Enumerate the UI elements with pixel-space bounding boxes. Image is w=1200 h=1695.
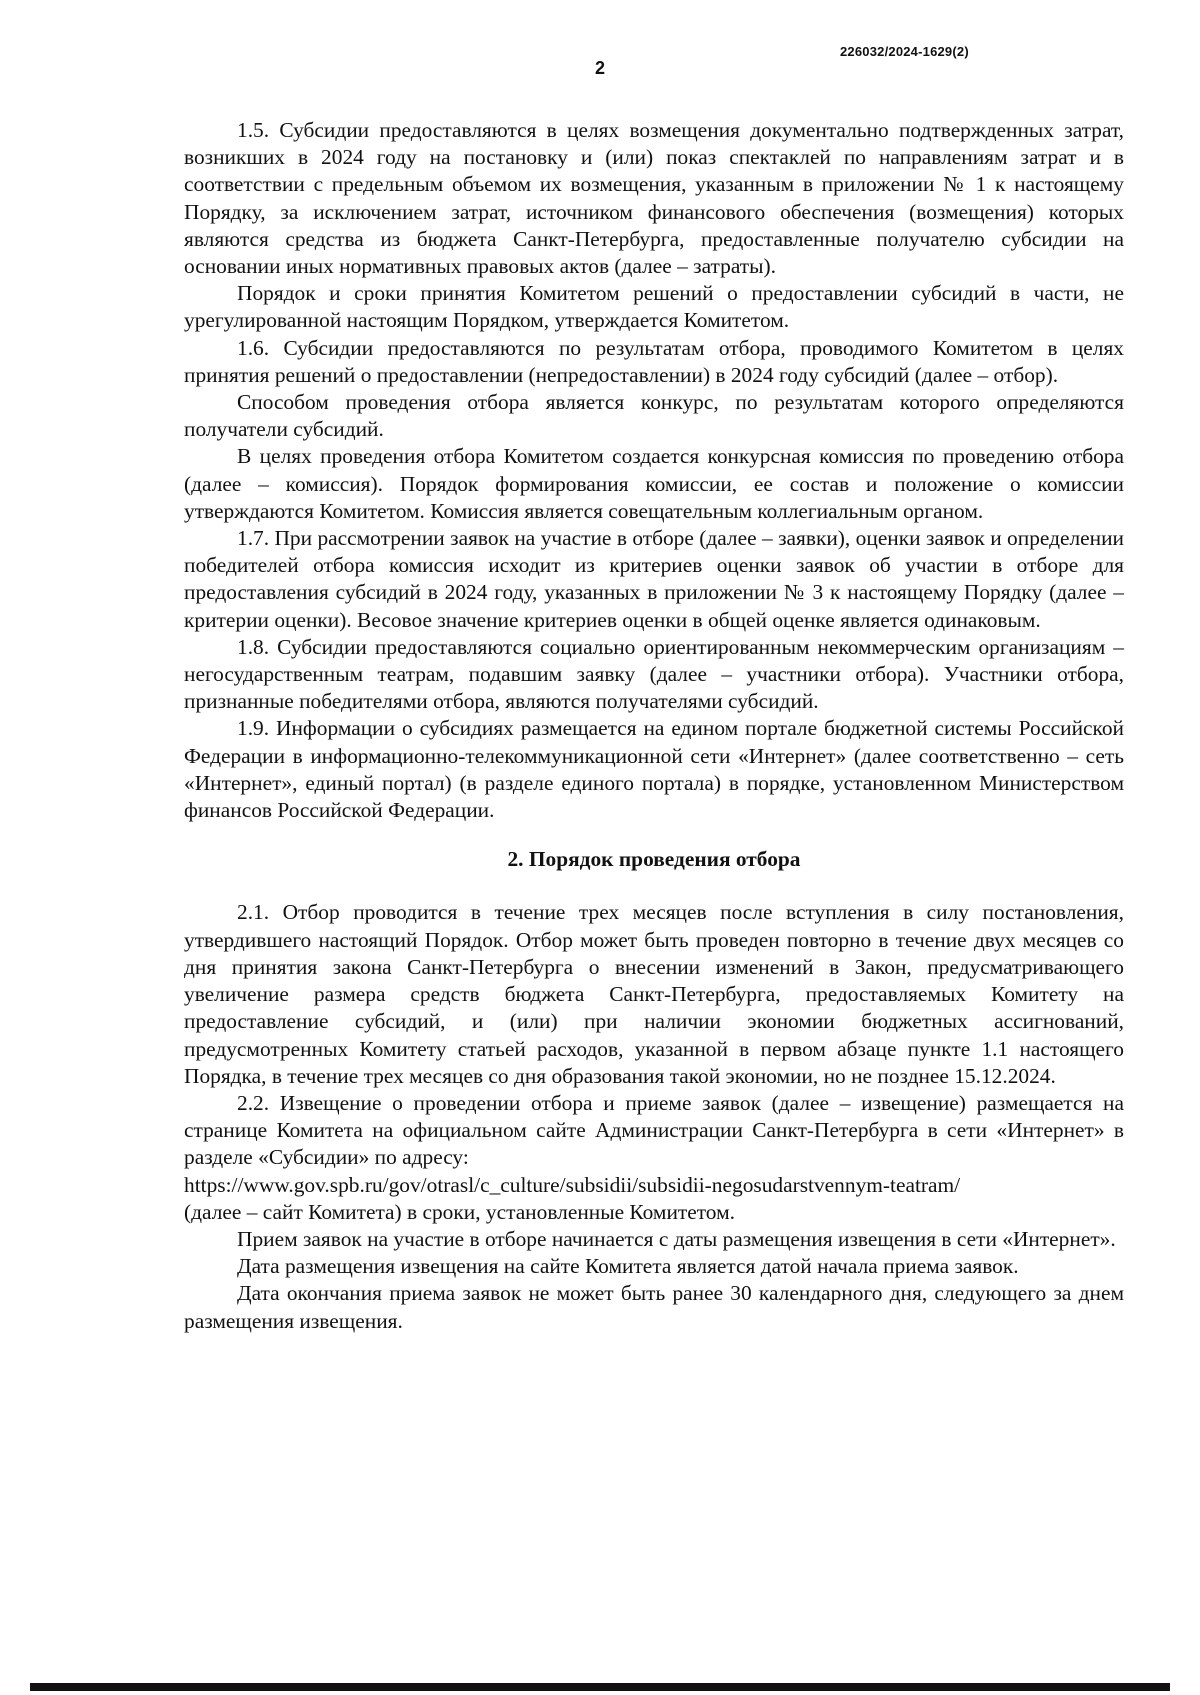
section-heading: 2. Порядок проведения отбора	[507, 847, 801, 872]
paragraph-procedure-terms: Порядок и сроки принятия Комитетом решений о предоставлении субсидий в части, не урегулированной настоящим Порядком, утверждается Комитетом.	[184, 281, 1124, 333]
paragraph-end-date: Дата окончания приема заявок не может быть ранее 30 календарного дня, следующего за днем размещения извещения.	[184, 1281, 1124, 1333]
paragraph-application-start: Прием заявок на участие в отборе начинается с даты размещения извещения в сети «Интернет».	[237, 1226, 1116, 1251]
paragraph-1-7: 1.7. При рассмотрении заявок на участие в отборе (далее – заявки), оценки заявок и определении победителей отбора комиссия исходит из критериев оценки заявок об участии в отборе для предоставления субсидий в 2024 году, указанных в приложении № 3 к настоящему Порядку (далее – критерии оценки). Весовое значение критериев оценки в общей оценке является одинаковым.	[184, 526, 1124, 632]
paragraph-1-6: 1.6. Субсидии предоставляются по результатам отбора, проводимого Комитетом в целях принятия решений о предоставлении (непредоставлении) в 2024 году субсидий (далее – отбор).	[184, 335, 1124, 387]
document-registration-number: 226032/2024-1629(2)	[840, 44, 969, 59]
paragraph-1-8: 1.8. Субсидии предоставляются социально ориентированным некоммерческим организациям – негосударственным театрам, подавшим заявку (далее – участники отбора). Участники отбора, признанные победителями отбора, являются получателями субсидий.	[184, 634, 1124, 714]
committee-site-url: https://www.gov.spb.ru/gov/otrasl/c_culture/subsidii/subsidii-negosudarstvennym-teatram/	[184, 1172, 961, 1197]
paragraph-start-date: Дата размещения извещения на сайте Комитета является датой начала приема заявок.	[237, 1254, 1019, 1279]
paragraph-1-5: 1.5. Субсидии предоставляются в целях возмещения документально подтвержденных затрат, возникших в 2024 году на постановку и (или) показ спектаклей по направлениям затрат и в соответствии с предельным объемом их возмещения, указанным в приложении № 1 к настоящему Порядку, за исключением затрат, источником финансового обеспечения (возмещения) которых являются средства из бюджета Санкт-Петербурга, предоставленные получателю субсидии на основании иных нормативных правовых актов (далее – затраты).	[184, 118, 1124, 279]
page-number: 2	[594, 58, 605, 78]
paragraph-1-9: 1.9. Информации о субсидиях размещается на едином портале бюджетной системы Российской Федерации в информационно-телекоммуникационной сети «Интернет» (далее соответственно – сеть «Интернет», единый портал) (в разделе единого портала) в порядке, установленном Министерством финансов Российской Федерации.	[184, 716, 1124, 823]
paragraph-2-2-tail: (далее – сайт Комитета) в сроки, установленные Комитетом.	[184, 1199, 735, 1224]
paragraph-2-2: 2.2. Извещение о проведении отбора и приеме заявок (далее – извещение) размещается на странице Комитета на официальном сайте Администрации Санкт-Петербурга в сети «Интернет» в разделе «Субсидии» по адресу:	[184, 1090, 1124, 1170]
paragraph-commission: В целях проведения отбора Комитетом создается конкурсная комиссия по проведению отбора (далее – комиссия). Порядок формирования комиссии, ее состав и положение о комиссии утверждаются Комитетом. Комиссия является совещательным коллегиальным органом.	[184, 444, 1124, 523]
paragraph-selection-method: Способом проведения отбора является конкурс, по результатам которого определяются получатели субсидий.	[184, 390, 1124, 442]
document-body	[184, 117, 1124, 1335]
paragraph-2-1: 2.1. Отбор проводится в течение трех месяцев после вступления в силу постановления, утвердившего настоящий Порядок. Отбор может быть проведен повторно в течение двух месяцев со дня принятия закона Санкт-Петербурга о внесении изменений в Закон, предусматривающего увеличение размера средств бюджета Санкт-Петербурга, предоставляемых Комитету на предоставление субсидий, и (или) при наличии экономии бюджетных ассигнований, предусмотренных Комитету статьей расходов, указанной в первом абзаце пункте 1.1 настоящего Порядка, в течение трех месяцев со дня образования такой экономии, но не позднее 15.12.2024.	[184, 900, 1124, 1088]
scan-edge-bar	[30, 1683, 1170, 1691]
